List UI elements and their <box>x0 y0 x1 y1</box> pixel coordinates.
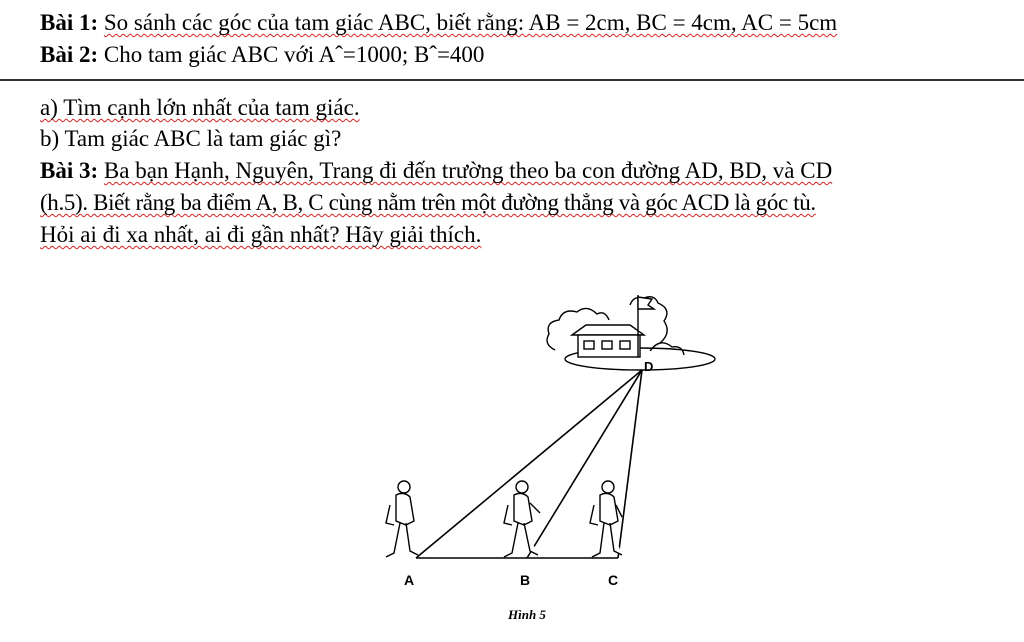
figure-caption: Hình 5 <box>508 607 546 622</box>
exercise-3-label: Bài 3: <box>40 158 99 183</box>
exercise-2 <box>40 40 484 70</box>
exercise-1-text: So sánh các góc của tam giác ABC, biết rằng: AB = 2cm, BC = 4cm, AC = 5cm <box>103 10 838 35</box>
exercise-3-line-2 <box>40 188 816 218</box>
exercise-2-part-b <box>40 124 341 154</box>
part-b-text: b) Tam giác ABC là tam giác gì? <box>40 126 342 151</box>
walker-trang-icon <box>590 481 622 557</box>
school-icon <box>547 295 715 370</box>
label-point-d: D <box>644 359 654 374</box>
exercise-3-line3: Hỏi ai đi xa nhất, ai đi gần nhất? Hãy giải thích. <box>40 222 482 247</box>
exercise-3-line-3 <box>40 220 481 250</box>
label-point-b: B <box>520 572 531 588</box>
horizontal-rule <box>0 79 1024 81</box>
segment-bd <box>527 370 642 558</box>
exercise-3 <box>40 156 832 186</box>
exercise-2-text: Cho tam giác ABC với Aˆ=1000; Bˆ=400 <box>103 42 485 67</box>
segment-cd <box>618 370 642 558</box>
segment-ad <box>416 370 642 558</box>
exercise-3-line1: Ba bạn Hạnh, Nguyên, Trang đi đến trường theo ba con đường AD, BD, và CD <box>103 158 833 183</box>
exercise-1 <box>40 8 837 38</box>
exercise-2-part-a <box>40 93 360 123</box>
exercise-3-line2: (h.5). Biết rằng ba điểm A, B, C cùng nằm trên một đường thẳng và góc ACD là góc tù. <box>40 190 816 215</box>
path-lines <box>416 370 642 558</box>
label-point-a: A <box>404 572 415 588</box>
part-a-text: a) Tìm cạnh lớn nhất của tam giác. <box>40 95 360 120</box>
label-point-c: C <box>608 572 619 588</box>
walker-hanh-icon <box>386 481 418 557</box>
figure-hinh-5 <box>350 255 720 640</box>
exercise-1-label: Bài 1: <box>40 10 99 35</box>
exercise-2-label: Bài 2: <box>40 42 99 67</box>
